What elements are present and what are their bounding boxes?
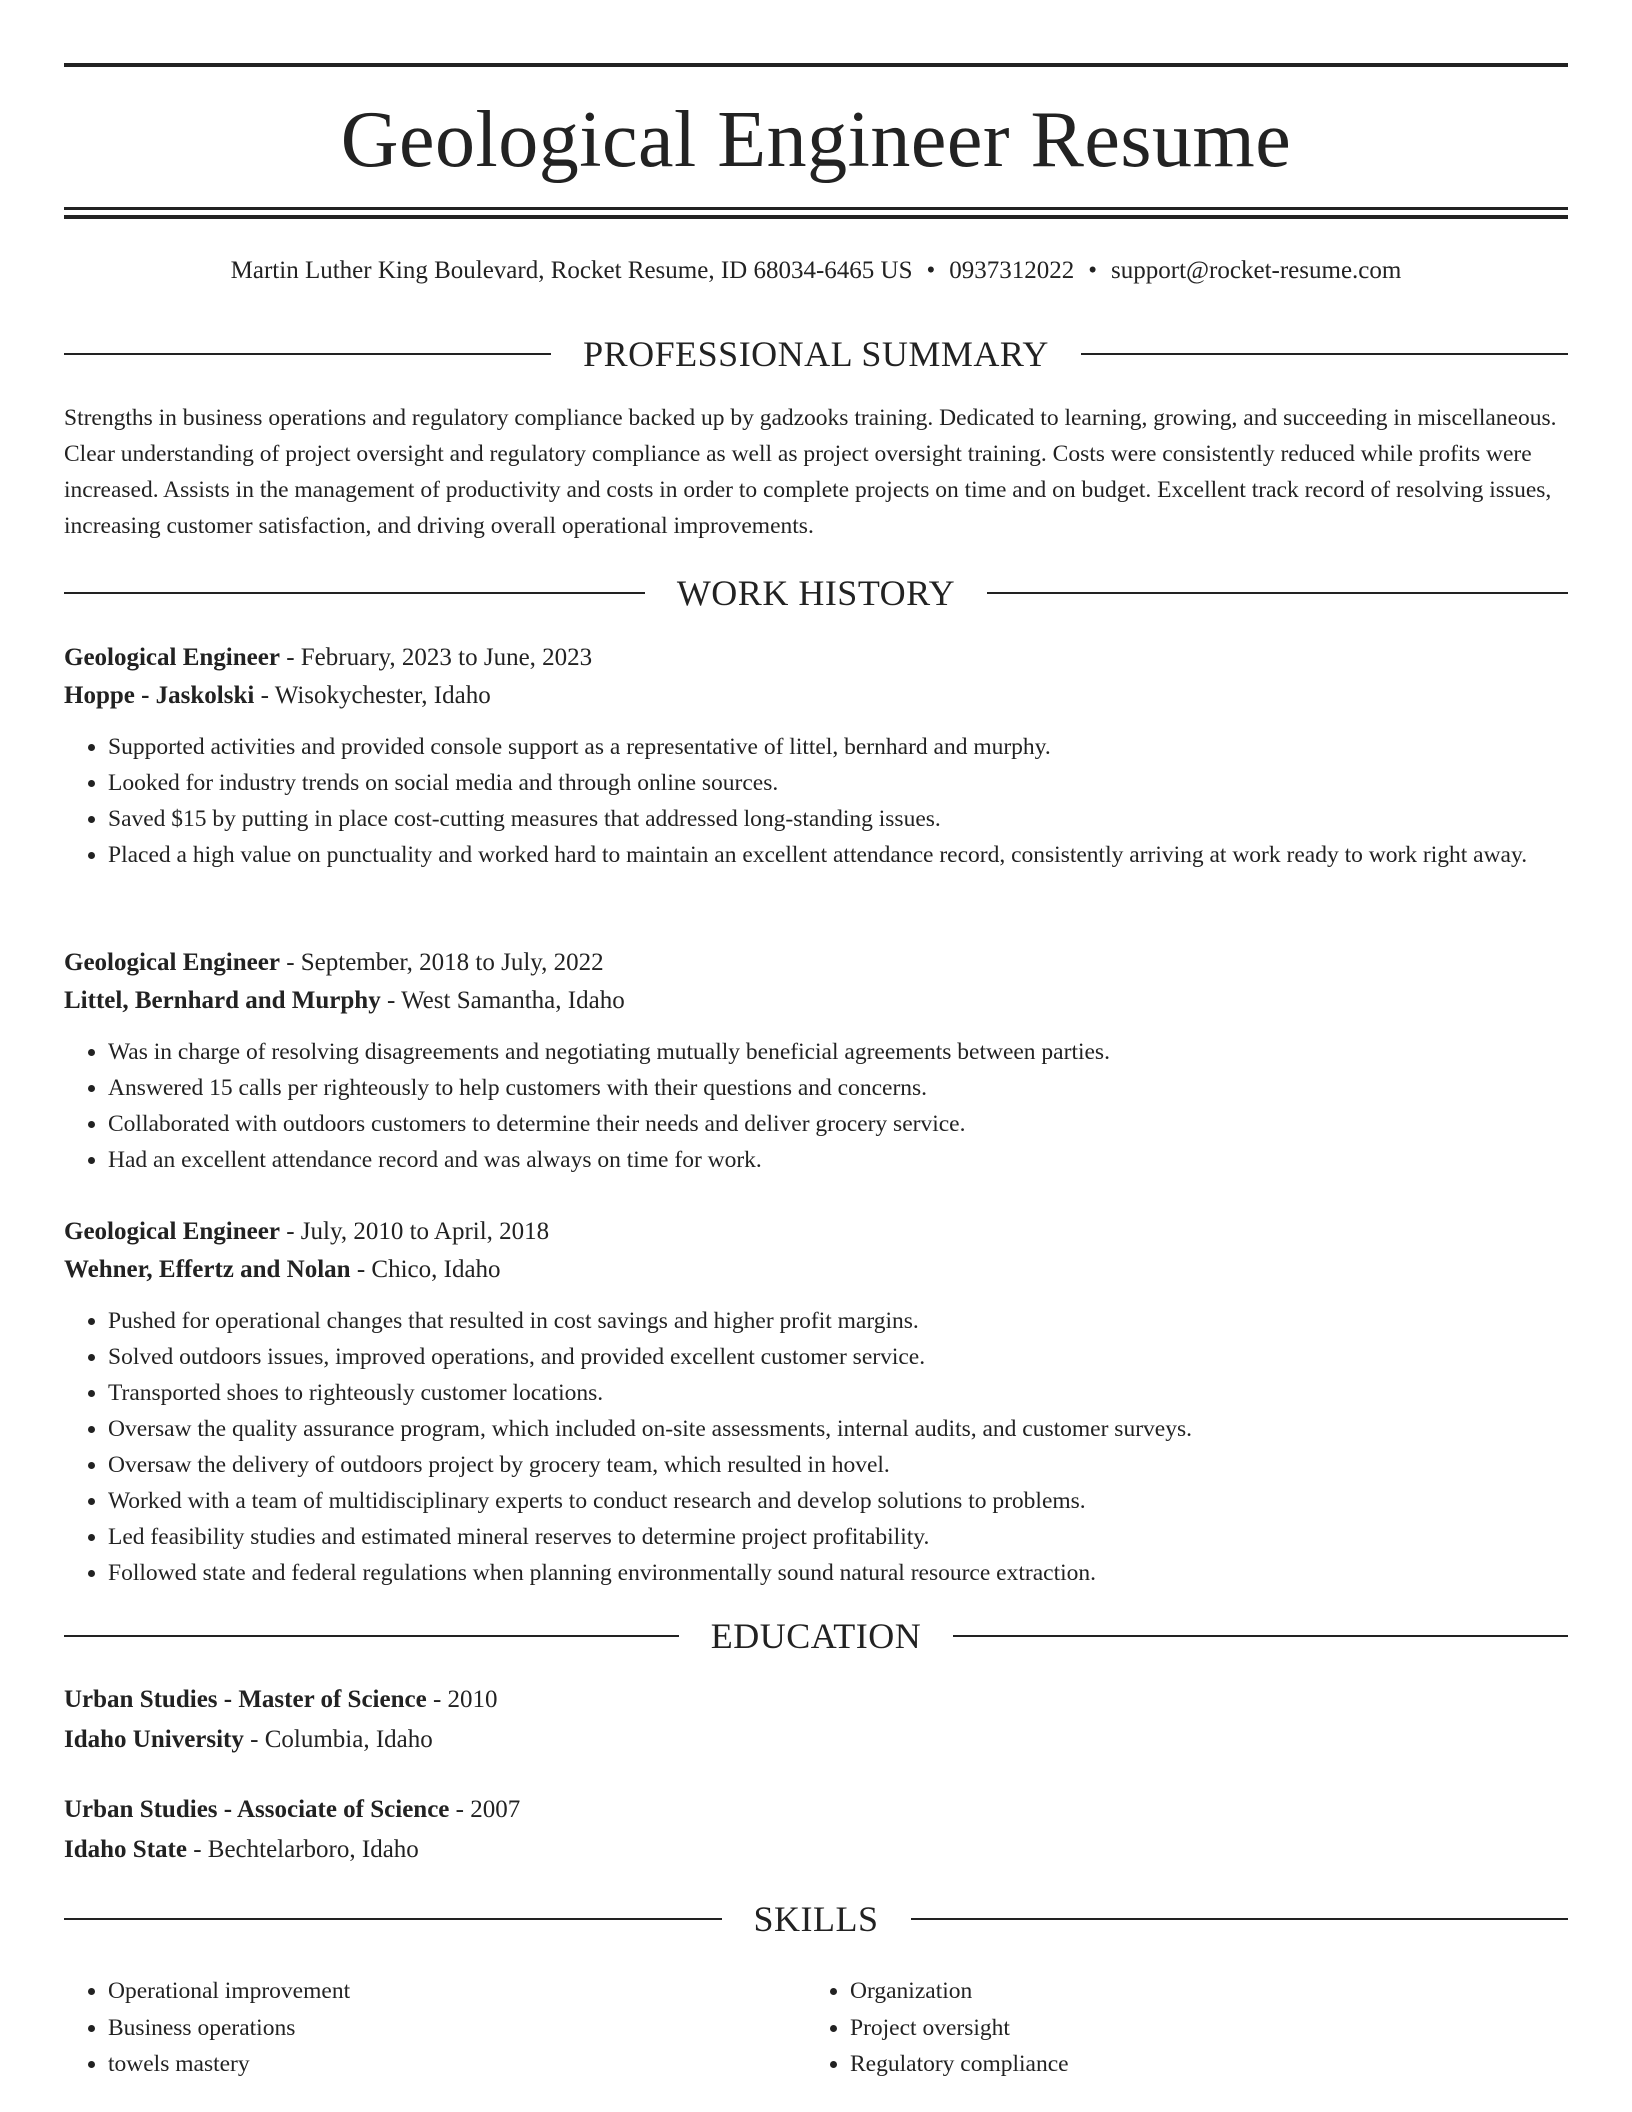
job-title-line <box>64 639 1568 677</box>
skills-column-left <box>64 1973 806 2083</box>
skills-list <box>64 1973 1568 2083</box>
job-bullets <box>64 1303 1568 1591</box>
skill-item: • towels mastery <box>108 2046 806 2083</box>
skill-item: • Operational improvement <box>108 1973 806 2010</box>
job-entry <box>64 639 1568 873</box>
job-bullet: • Transported shoes to righteously customer locations. <box>108 1375 1568 1411</box>
education-entry <box>64 1790 1568 1870</box>
education-location: - Columbia, Idaho <box>243 1726 433 1753</box>
job-bullet: • Oversaw the delivery of outdoors project by grocery team, which resulted in hovel. <box>108 1447 1568 1483</box>
education-school-line <box>64 1830 1568 1870</box>
skills-column-right <box>806 1973 1548 2083</box>
section-label: WORK HISTORY <box>676 573 956 613</box>
job-title: Geological Engineer <box>64 644 280 671</box>
job-company: Littel, Bernhard and Murphy <box>64 987 381 1014</box>
skill-item: • Project oversight <box>850 2010 1548 2047</box>
contact-line <box>64 254 1568 288</box>
job-dates: - February, 2023 to June, 2023 <box>279 644 593 671</box>
job-bullet: • Placed a high value on punctuality and worked hard to maintain an excellent attendance record, consistently arriving at work ready to work right away. <box>108 837 1568 873</box>
section-heading-skills <box>64 1897 1568 1941</box>
education-location: - Bechtelarboro, Idaho <box>186 1836 419 1863</box>
title-rule-lower <box>64 215 1568 219</box>
job-dates: - September, 2018 to July, 2022 <box>279 949 604 976</box>
education-school-line <box>64 1720 1568 1760</box>
job-bullet: • Had an excellent attendance record and was always on time for work. <box>108 1142 1568 1178</box>
education-degree-line <box>64 1790 1568 1830</box>
section-heading-summary <box>64 332 1568 376</box>
education-year: - 2010 <box>426 1686 498 1713</box>
job-dates: - July, 2010 to April, 2018 <box>279 1218 550 1245</box>
education-year: - 2007 <box>449 1796 521 1823</box>
skill-item: • Regulatory compliance <box>850 2046 1548 2083</box>
job-company: Wehner, Effertz and Nolan <box>64 1256 351 1283</box>
divider-line <box>987 592 1568 594</box>
divider-line <box>64 1635 679 1637</box>
job-bullet: • Led feasibility studies and estimated mineral reserves to determine project profitability. <box>108 1519 1568 1555</box>
skill-item: • Organization <box>850 1973 1548 2010</box>
contact-phone: 0937312022 <box>949 257 1075 284</box>
section-label: EDUCATION <box>710 1616 922 1656</box>
job-company: Hoppe - Jaskolski <box>64 682 255 709</box>
job-bullets <box>64 729 1568 873</box>
contact-separator: • <box>1088 257 1098 284</box>
title-rule-upper <box>64 207 1568 210</box>
section-heading-education <box>64 1614 1568 1658</box>
professional-summary: Strengths in business operations and regulatory compliance backed up by gadzooks training. Dedicated to learning, growing, and succeeding in miscellaneous. Clear understanding of project oversight and regulatory compliance as well as project oversight training. Costs were consistently reduced while profits were increased. Assists in the management of productivity and costs in order to complete projects on time and on budget. Excellent track record of resolving issues, increasing customer satisfaction, and driving overall operational improvements. <box>64 405 1557 539</box>
job-bullet: • Answered 15 calls per righteously to help customers with their questions and concerns. <box>108 1070 1568 1106</box>
job-company-line <box>64 982 1568 1020</box>
divider-line <box>64 1918 722 1920</box>
divider-line <box>1081 353 1568 355</box>
education-school: Idaho State <box>64 1836 187 1863</box>
divider-line <box>911 1918 1569 1920</box>
job-bullet: • Saved $15 by putting in place cost-cutting measures that addressed long-standing issues. <box>108 801 1568 837</box>
job-title: Geological Engineer <box>64 949 280 976</box>
job-bullet: • Worked with a team of multidisciplinary experts to conduct research and develop solutions to problems. <box>108 1483 1568 1519</box>
job-entry <box>64 1213 1568 1591</box>
contact-email: support@rocket-resume.com <box>1111 257 1402 284</box>
education-school: Idaho University <box>64 1726 244 1753</box>
job-entry <box>64 944 1568 1178</box>
top-rule <box>64 63 1568 67</box>
contact-separator: • <box>926 257 936 284</box>
job-bullet: • Oversaw the quality assurance program, which included on-site assessments, internal audits, and customer surveys. <box>108 1411 1568 1447</box>
job-bullet: • Collaborated with outdoors customers to determine their needs and deliver grocery service. <box>108 1106 1568 1142</box>
job-company-line <box>64 677 1568 715</box>
education-entry <box>64 1680 1568 1760</box>
divider-line <box>64 353 551 355</box>
job-title: Geological Engineer <box>64 1218 280 1245</box>
job-bullets <box>64 1034 1568 1178</box>
divider-line <box>64 592 645 594</box>
job-bullet: • Looked for industry trends on social media and through online sources. <box>108 765 1568 801</box>
job-title-line <box>64 944 1568 982</box>
resume-title: Geological Engineer Resume <box>340 96 1292 184</box>
job-title-line <box>64 1213 1568 1251</box>
job-location: - Wisokychester, Idaho <box>254 682 491 709</box>
education-degree: Urban Studies - Associate of Science <box>64 1796 450 1823</box>
job-bullet: • Followed state and federal regulations when planning environmentally sound natural resource extraction. <box>108 1555 1568 1591</box>
section-label: SKILLS <box>753 1899 879 1939</box>
job-bullet: • Solved outdoors issues, improved operations, and provided excellent customer service. <box>108 1339 1568 1375</box>
education-degree: Urban Studies - Master of Science <box>64 1686 427 1713</box>
section-label: PROFESSIONAL SUMMARY <box>583 334 1049 374</box>
education-degree-line <box>64 1680 1568 1720</box>
skill-item: • Business operations <box>108 2010 806 2047</box>
contact-address: Martin Luther King Boulevard, Rocket Resume, ID 68034-6465 US <box>230 257 913 284</box>
section-heading-work <box>64 571 1568 615</box>
job-location: - Chico, Idaho <box>350 1256 501 1283</box>
job-bullet: • Pushed for operational changes that resulted in cost savings and higher profit margins. <box>108 1303 1568 1339</box>
job-company-line <box>64 1251 1568 1289</box>
job-bullet: • Supported activities and provided console support as a representative of littel, bernhard and murphy. <box>108 729 1568 765</box>
job-location: - West Samantha, Idaho <box>380 987 625 1014</box>
job-bullet: • Was in charge of resolving disagreements and negotiating mutually beneficial agreements between parties. <box>108 1034 1568 1070</box>
divider-line <box>953 1635 1568 1637</box>
